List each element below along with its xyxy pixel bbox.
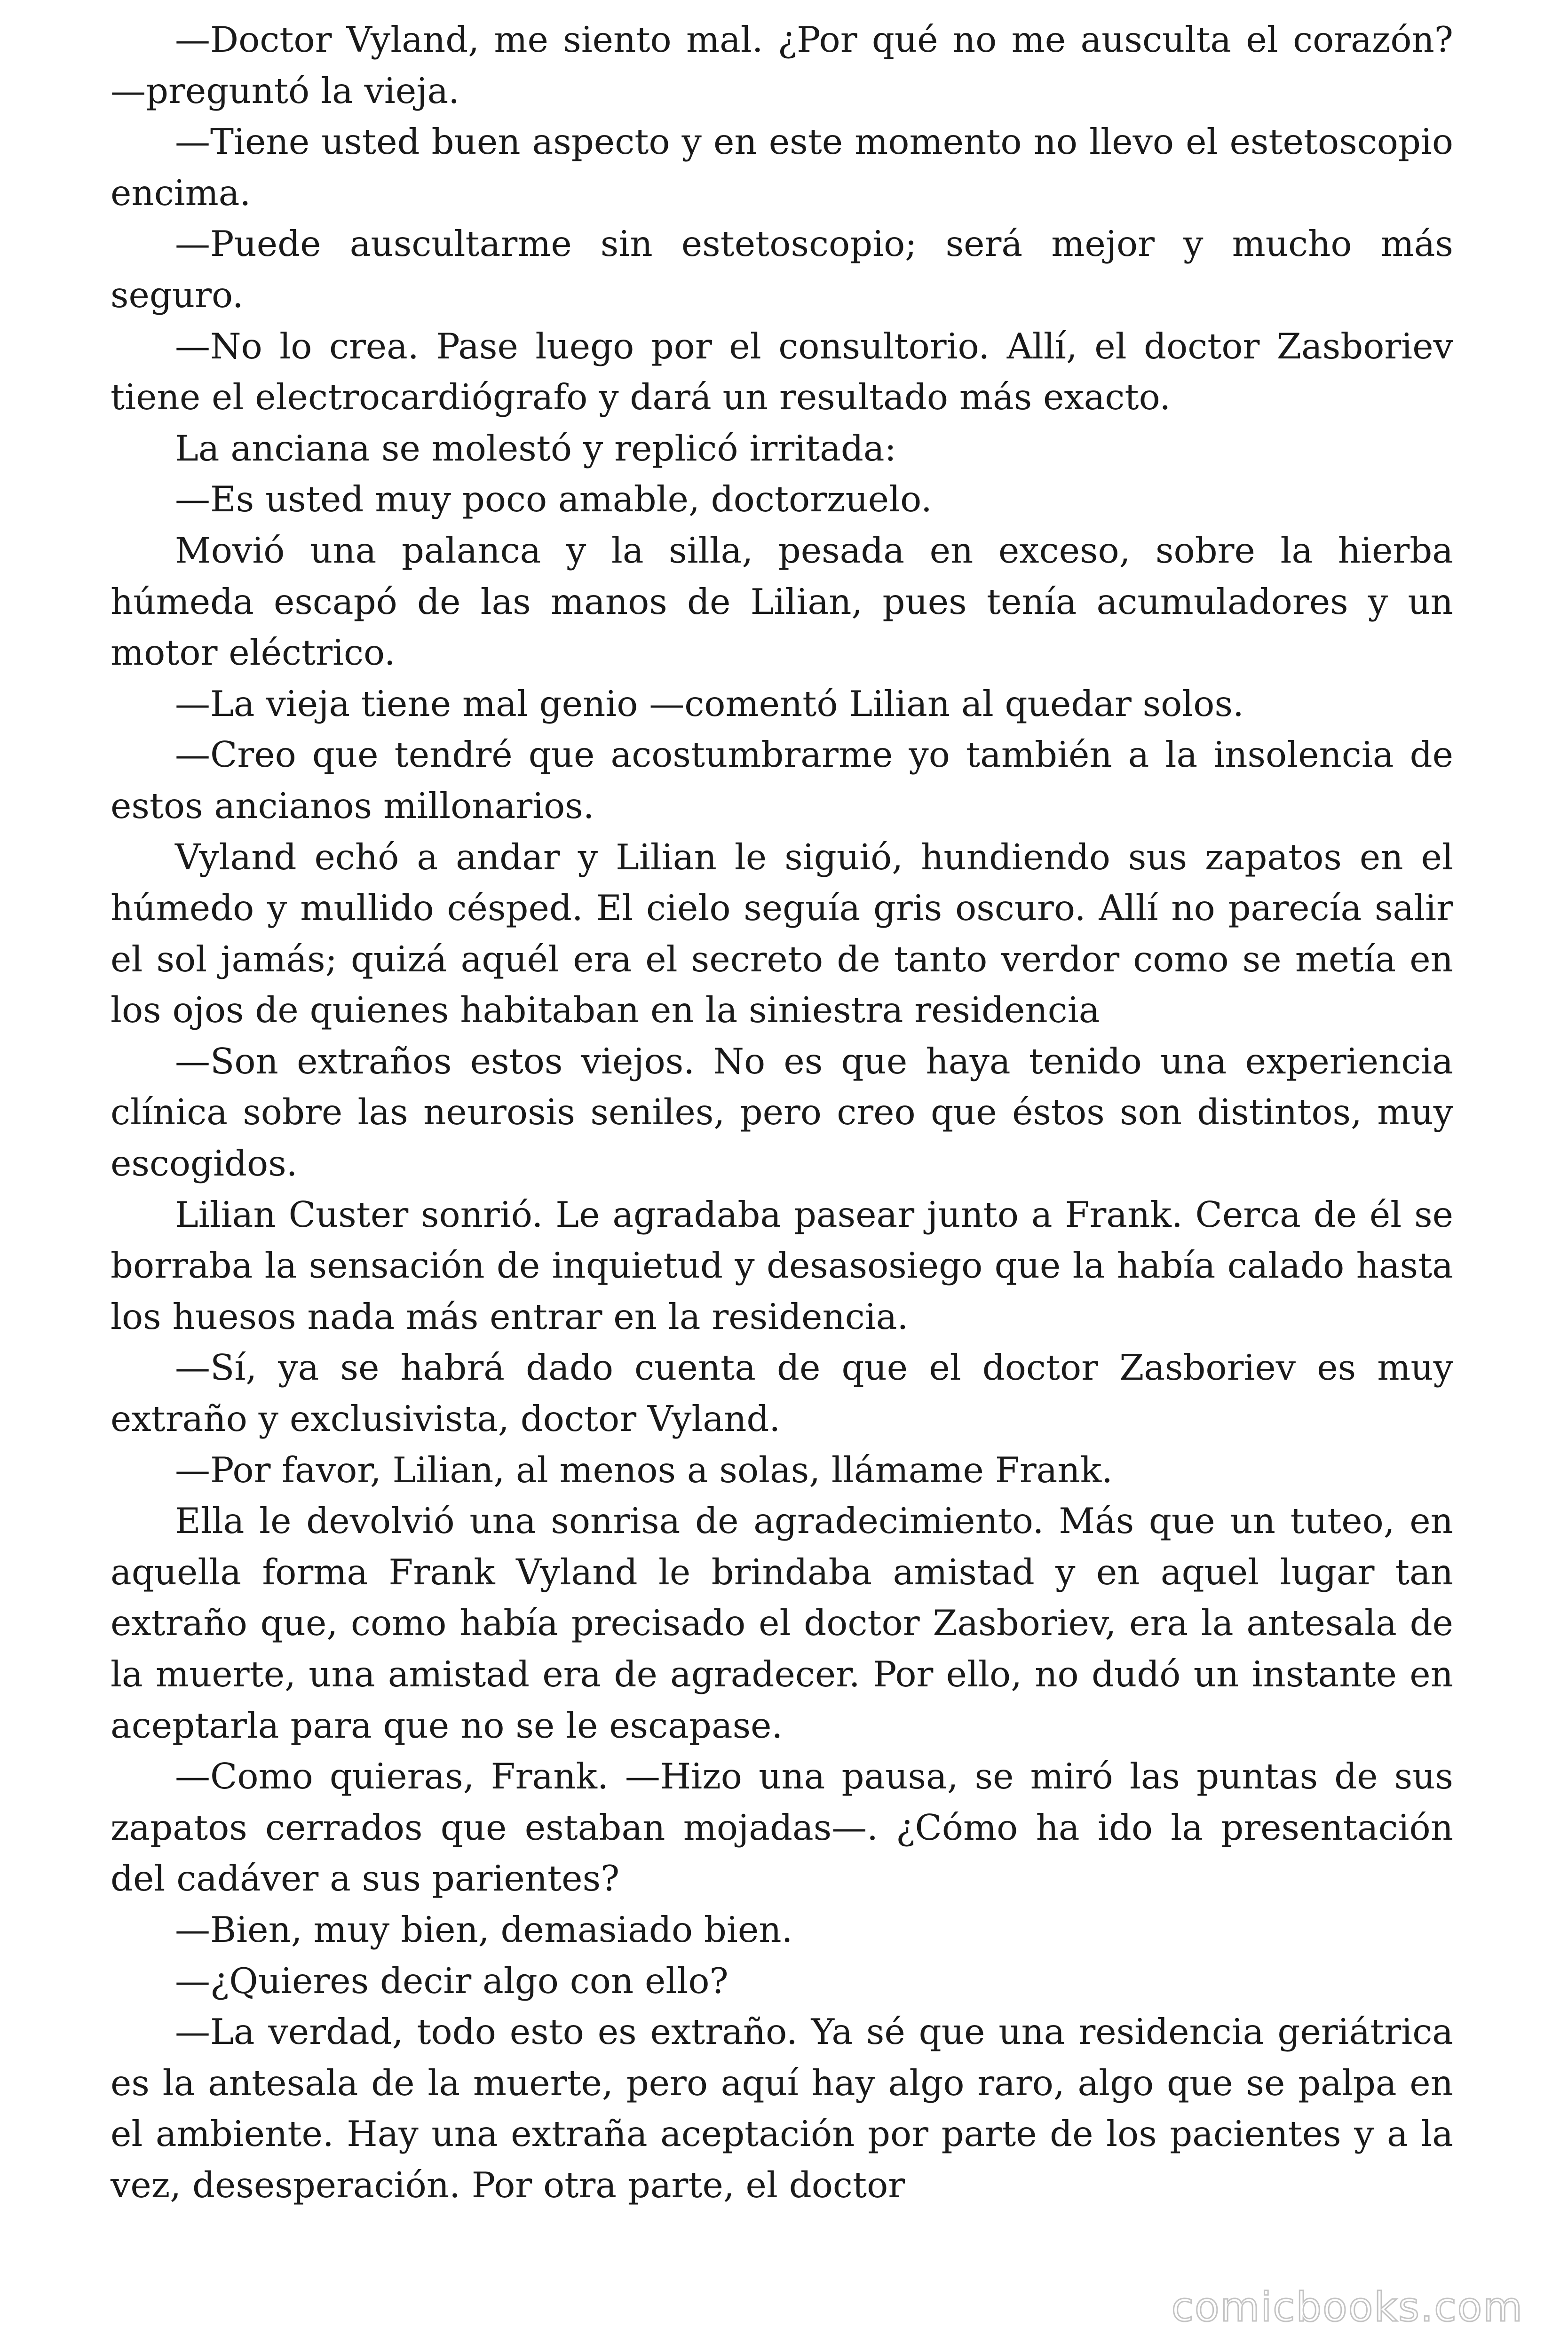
paragraph: —La vieja tiene mal genio —comentó Lilian al quedar solos.	[175, 683, 1244, 724]
watermark: comicbooks.com	[1171, 2284, 1523, 2331]
paragraph: —Bien, muy bien, demasiado bien.	[175, 1908, 793, 1950]
paragraph: Movió una palanca y la silla, pesada en exceso, sobre la hierba húmeda escapó de las manos de Lilian, pues tenía acumuladores y un motor eléctrico.	[111, 529, 1453, 674]
page-body	[111, 14, 1453, 2338]
paragraph: —Es usted muy poco amable, doctorzuelo.	[175, 478, 932, 520]
paragraph: Lilian Custer sonrió. Le agradaba pasear junto a Frank. Cerca de él se borraba la sensación de inquietud y desasosiego que la había calado hasta los huesos nada más entrar en la residencia.	[111, 1193, 1453, 1337]
paragraph: —Doctor Vyland, me siento mal. ¿Por qué no me ausculta el corazón? —preguntó la vieja.	[111, 19, 1453, 111]
paragraph: —Creo que tendré que acostumbrarme yo también a la insolencia de estos ancianos millonarios.	[111, 734, 1453, 826]
paragraph: —Tiene usted buen aspecto y en este momento no llevo el estetoscopio encima.	[111, 121, 1453, 214]
paragraph: Ella le devolvió una sonrisa de agradecimiento. Más que un tuteo, en aquella forma Frank Vyland le brindaba amistad y en aquel lugar tan extraño que, como había precisado el doctor Zasboriev, era la antesala de la muerte, una amistad era de agradecer. Por ello, no dudó un instante en aceptarla para que no se le escapase.	[111, 1500, 1453, 1746]
paragraph: —Son extraños estos viejos. No es que haya tenido una experiencia clínica sobre las neurosis seniles, pero creo que éstos son distintos, muy escogidos.	[111, 1040, 1453, 1184]
paragraph: —La verdad, todo esto es extraño. Ya sé que una residencia geriátrica es la antesala de la muerte, pero aquí hay algo raro, algo que se palpa en el ambiente. Hay una extraña aceptación por parte de los pacientes y a la vez, desesperación. Por otra parte, el doctor	[111, 2011, 1453, 2206]
paragraph: —Como quieras, Frank. —Hizo una pausa, se miró las puntas de sus zapatos cerrados que estaban mojadas—. ¿Cómo ha ido la presentación del cadáver a sus parientes?	[111, 1756, 1453, 1899]
paragraph: —¿Quieres decir algo con ello?	[175, 1960, 729, 2002]
paragraph: La anciana se molestó y replicó irritada:	[175, 427, 896, 469]
paragraph: —Sí, ya se habrá dado cuenta de que el doctor Zasboriev es muy extraño y exclusivista, doctor Vyland.	[111, 1347, 1453, 1440]
paragraph: —Puede auscultarme sin estetoscopio; será mejor y mucho más seguro.	[111, 223, 1453, 316]
paragraph: —Por favor, Lilian, al menos a solas, llámame Frank.	[175, 1449, 1113, 1491]
paragraph: Vyland echó a andar y Lilian le siguió, hundiendo sus zapatos en el húmedo y mullido césped. El cielo seguía gris oscuro. Allí no parecía salir el sol jamás; quizá aquél era el secreto de tanto verdor como se metía en los ojos de quienes habitaban en la siniestra residencia	[111, 836, 1453, 1031]
paragraph: —No lo crea. Pase luego por el consultorio. Allí, el doctor Zasboriev tiene el electrocardiógrafo y dará un resultado más exacto.	[111, 325, 1453, 418]
